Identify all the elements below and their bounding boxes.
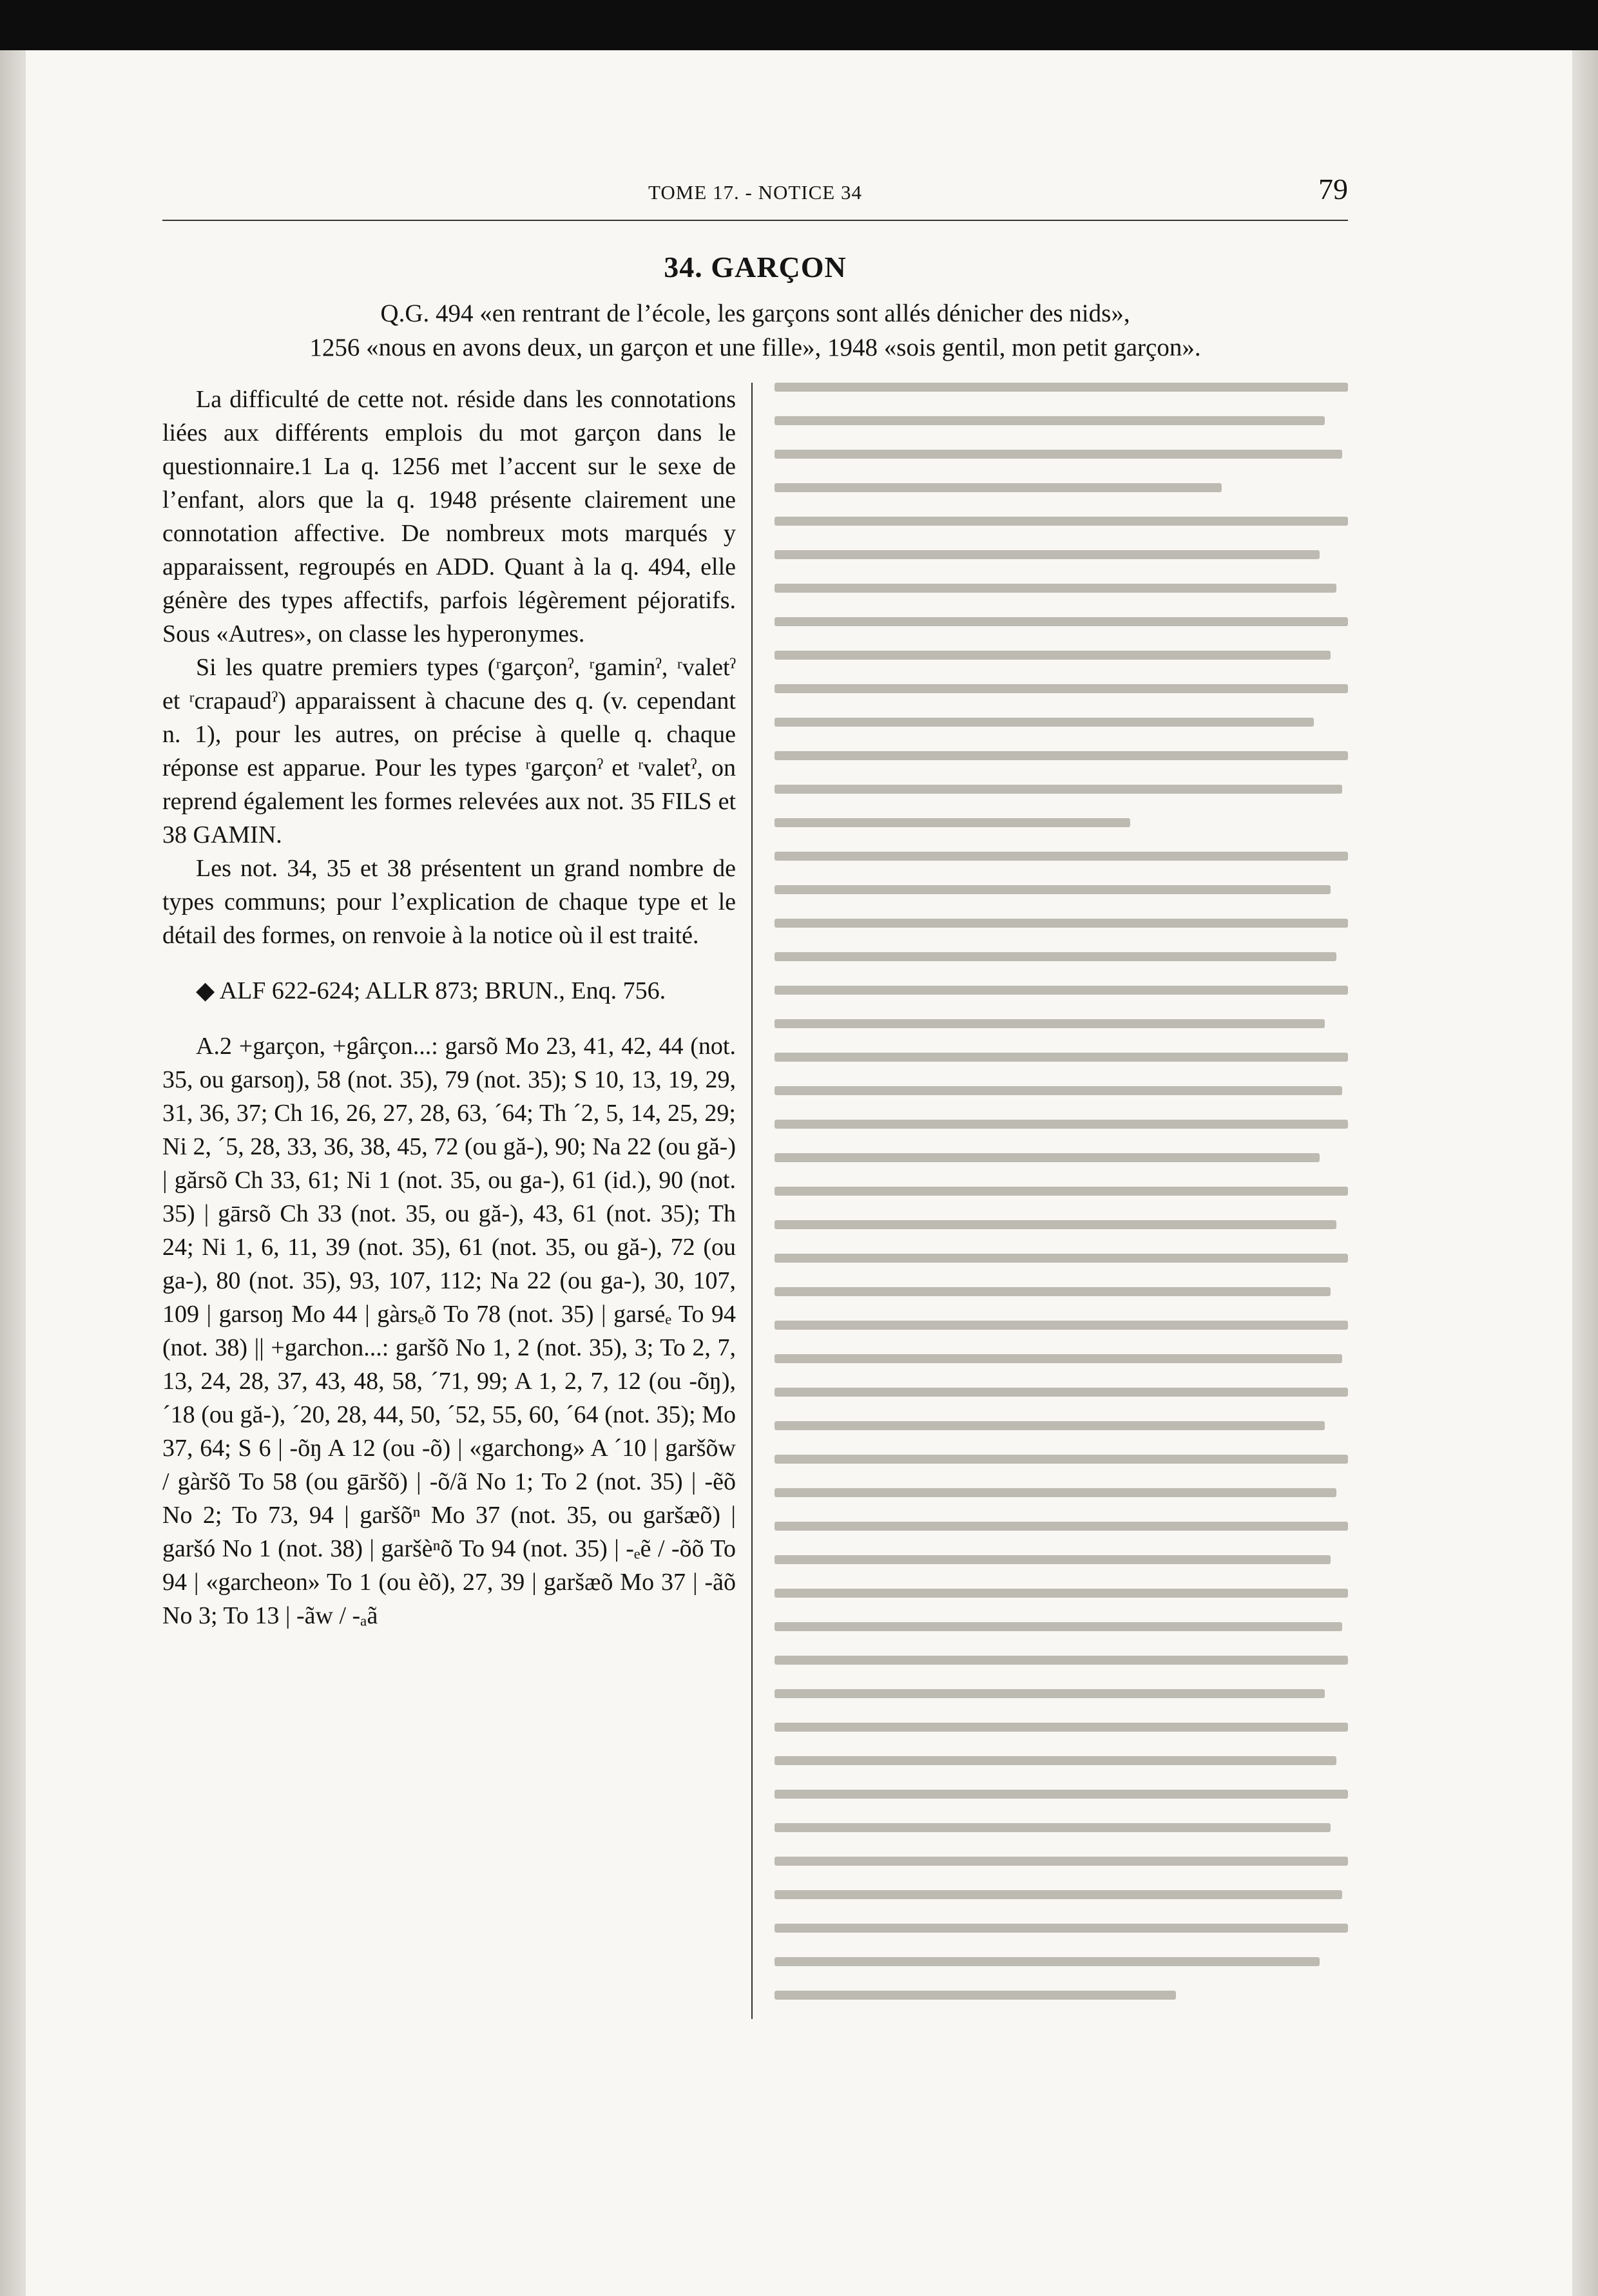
skeleton-line (775, 1790, 1348, 1799)
skeleton-line (775, 584, 1336, 593)
skeleton-line (775, 1187, 1348, 1196)
skeleton-line (775, 1388, 1348, 1397)
skeleton-line (775, 1890, 1342, 1899)
scan-right-edge (1572, 50, 1598, 2296)
skeleton-line (775, 1488, 1336, 1497)
skeleton-line (775, 1723, 1348, 1732)
skeleton-line (775, 1689, 1325, 1698)
left-column (162, 383, 736, 1632)
skeleton-line (775, 1019, 1325, 1028)
skeleton-line (775, 1455, 1348, 1464)
paragraph-difficulte: La difficulté de cette not. réside dans les connotations liées aux différents emplois du mot garçon dans le questionnaire.1 La q. 1256 met l’accent sur le sexe de l’enfant, alors que la q. 1948 présente clairement une connotation affective. De nombreux mots marqués y apparaissent, regroupés en ADD. Quant à la q. 494, elle génère des types affectifs, parfois légèrement péjoratifs. Sous «Autres», on classe les hyperonymes. (162, 386, 736, 647)
skeleton-line (775, 1957, 1320, 1966)
skeleton-line (775, 617, 1348, 626)
skeleton-line (775, 1555, 1331, 1564)
skeleton-line (775, 986, 1348, 995)
paragraph-types: Si les quatre premiers types (ʳgarçonˀ, ʳgaminˀ, ʳvaletˀ et ʳcrapaudˀ) apparaissent à chacune des q. (v. cependant n. 1), pour les autres, on précise à quelle q. chaque réponse est apparue. Pour les types ʳgarçonˀ et ʳvaletˀ, on reprend également les formes relevées aux not. 35 FILS et 38 GAMIN. (162, 654, 736, 848)
column-divider (751, 383, 753, 2019)
notice-title: 34. GARÇON (664, 251, 847, 283)
skeleton-line (775, 952, 1336, 961)
page-number: 79 (1318, 173, 1348, 206)
skeleton-line (775, 1991, 1176, 2000)
intro-line-1: Q.G. 494 «en rentrant de l’école, les garçons sont allés dénicher des nids», (380, 300, 1130, 327)
scan-left-edge (0, 50, 26, 2296)
skeleton-line (775, 718, 1314, 727)
skeleton-line (775, 919, 1348, 928)
skeleton-line (775, 483, 1222, 492)
skeleton-line (775, 785, 1342, 794)
references-line: ◆ ALF 622-624; ALLR 873; BRUN., Enq. 756. (196, 977, 666, 1004)
running-head (162, 173, 1348, 216)
paragraph-renvoi: Les not. 34, 35 et 38 présentent un grand nombre de types communs; pour l’explication de chaque type et le détail des formes, on renvoie à la notice où il est traité. (162, 855, 736, 949)
skeleton-line (775, 1421, 1325, 1430)
intro-line-2: 1256 «nous en avons deux, un garçon et une fille», 1948 «sois gentil, mon petit garçon». (309, 334, 1201, 361)
skeleton-line (775, 1522, 1348, 1531)
header-rule (162, 220, 1348, 221)
skeleton-line (775, 517, 1348, 526)
skeleton-line (775, 1153, 1320, 1162)
skeleton-line (775, 885, 1331, 894)
skeleton-line (775, 1053, 1348, 1062)
right-column (775, 383, 1348, 2024)
scan-top-border (0, 0, 1598, 50)
type-a-garcon: A.2 +garçon, +gârçon...: garsõ Mo 23, 41, 42, 44 (not. 35, ou garsoŋ), 58 (not. 35), 79 (not. 35); S 10, 13, 19, 29, 31, 36, 37; Ch 16, 26, 27, 28, 63, ´64; Th ´2, 5, 14, 25, 29; Ni 2, ´5, 28, 33, 36, 38, 45, 72 (ou gă-), 90; Na 22 (ou gă-) | gărsõ Ch 33, 61; Ni 1 (not. 35, ou ga-), 61 (id.), 90 (not. 35) | gārsõ Ch 33 (not. 35, ou gă-), 43, 61 (not. 35); Th 24; Ni 1, 6, 11, 39 (not. 35), 61 (not. 35, ou gă-), 72 (ou ga-), 80 (not. 35), 93, 107, 112; Na 22 (ou ga-), 30, 107, 109 | garsoŋ Mo 44 | gàrsₑõ To 78 (not. 35) | garséₑ To 94 (not. 38) || +garchon...: garšõ No 1, 2 (not. 35), 3; To 2, 7, 13, 24, 28, 37, 43, 48, 58, ´71, 99; A 1, 2, 7, 12 (ou -õŋ), ´18 (ou gă-), ´20, 28, 44, 50, ´52, 55, 60, ´64 (not. 35); Mo 37, 64; S 6 | -õŋ A 12 (ou -õ) | «garchong» A ´10 | garšõw / gàršõ To 58 (ou gāršõ) | -õ/ã No 1; To 2 (not. 35) | -ẽõ No 2; To 73, 94 | garšõⁿ Mo 37 (not. 35, ou garšæõ) | garšó No 1 (not. 38) | garšèⁿõ To 94 (not. 35) | -ₑẽ / -õõ To 94 | «garcheon» To 1 (ou èõ), 27, 39 | garšæõ Mo 37 | -ãõ No 3; To 13 | -ãw / -ₐã (162, 1033, 736, 1629)
skeleton-line (775, 1120, 1348, 1129)
skeleton-line (775, 1321, 1348, 1330)
skeleton-line (775, 1656, 1348, 1665)
intro-questions (162, 296, 1348, 365)
skeleton-line (775, 1823, 1331, 1832)
skeleton-line (775, 852, 1348, 861)
skeleton-line (775, 1924, 1348, 1933)
skeleton-line (775, 1220, 1336, 1229)
skeleton-line (775, 1086, 1342, 1095)
skeleton-line (775, 1589, 1348, 1598)
running-title: TOME 17. - NOTICE 34 (648, 181, 862, 204)
skeleton-line (775, 818, 1130, 827)
skeleton-line (775, 1354, 1342, 1363)
skeleton-line (775, 1254, 1348, 1263)
skeleton-line (775, 383, 1348, 392)
skeleton-line (775, 684, 1348, 693)
skeleton-line (775, 1756, 1336, 1765)
skeleton-line (775, 1857, 1348, 1866)
skeleton-line (775, 450, 1342, 459)
skeleton-line (775, 651, 1331, 660)
skeleton-line (775, 751, 1348, 760)
skeleton-line (775, 1287, 1331, 1296)
skeleton-line (775, 416, 1325, 425)
right-column-placeholder (775, 383, 1348, 2000)
skeleton-line (775, 550, 1320, 559)
skeleton-line (775, 1622, 1342, 1631)
